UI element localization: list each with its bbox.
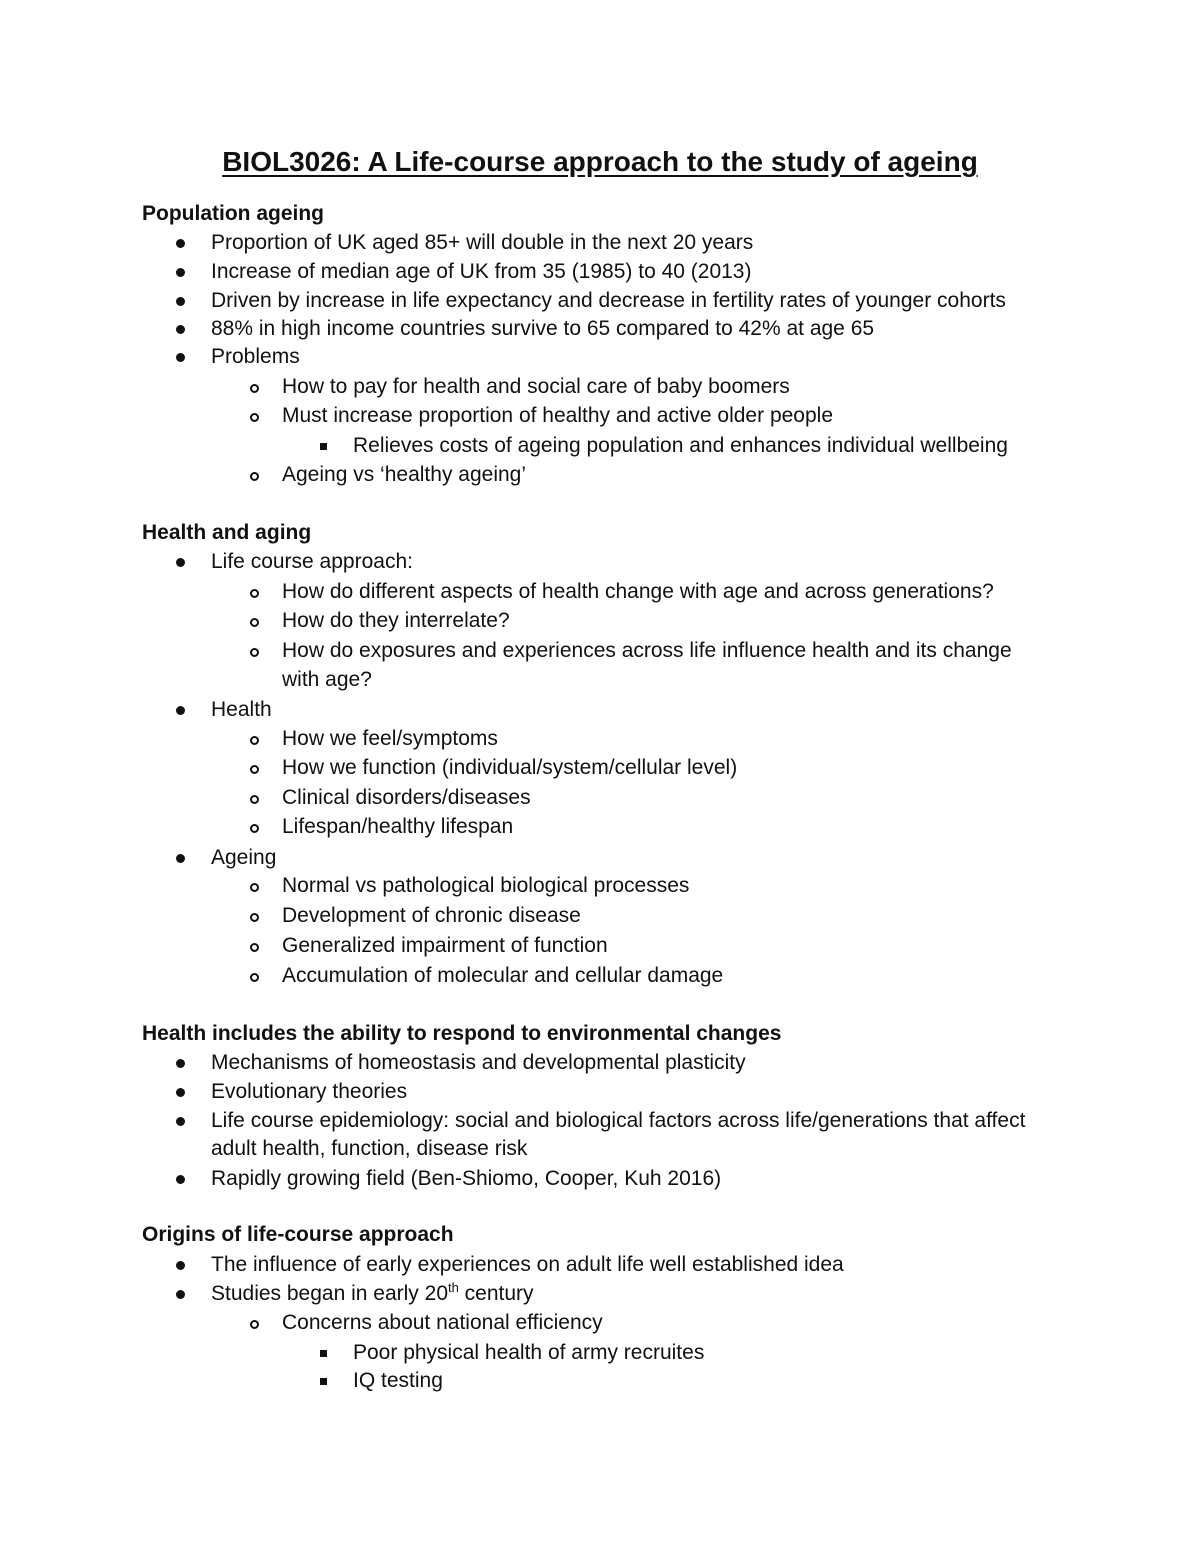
circle-bullet-icon bbox=[250, 883, 259, 892]
section-heading-origins: Origins of life-course approach bbox=[142, 1223, 454, 1246]
bullet-icon bbox=[176, 1088, 185, 1097]
circle-bullet-icon bbox=[250, 824, 259, 833]
circle-bullet-icon bbox=[250, 913, 259, 922]
circle-bullet-icon bbox=[250, 472, 259, 481]
circle-bullet-icon bbox=[250, 765, 259, 774]
circle-bullet-icon bbox=[250, 1320, 259, 1329]
bullet-icon bbox=[176, 1261, 185, 1270]
bullet-icon bbox=[176, 1290, 185, 1299]
document-page: BIOL3026: A Life-course approach to the study of ageing Population ageing Proportion of UK aged 85+ will double in the next 20 years Increase of median age of UK from 35 (1985) to 40 (2013) Driven by increase in life expectancy and decrease in fertility rates of younger cohorts 88% in high income countries survive to 65 compared to 42% at age 65 Problems How to pay for health and social care of baby boomers Must increase proportion of healthy and active older people Relieves costs of ageing population and enhances individual wellbeing Ageing vs ‘healthy ageing’ Health and aging Life course approach: How do different aspects of health change with age and across generations? How do they interrelate? How do exposures and experiences across life influence health and its change with age? Health How we feel/symptoms How we function (individual/system/cellular level) Clinical disorders/diseases Lifespan/healthy lifespan Ageing Normal vs pathological biological processes Development of chronic disease Generalized impairment of function Accumulation of molecular and cellular damage Health includes the ability to respond to environmental changes Mechanisms of homeostasis and developmental plasticity Evolutionary theories Life course epidemiology: social and biological factors across life/generations that affect adult health, function, disease risk Rapidly growing field (Ben-Shiomo, Cooper, Kuh 2016) Origins of life-course approach The influence of early experiences on adult life well established idea Studies began in early 20th century Concerns about national efficiency Poor physical health of army recruites IQ testing bbox=[0, 0, 1200, 1553]
bullet-icon bbox=[176, 353, 185, 362]
section-heading-health-environment: Health includes the ability to respond to environmental changes bbox=[142, 1022, 782, 1045]
square-bullet-icon bbox=[320, 1378, 327, 1385]
circle-bullet-icon bbox=[250, 736, 259, 745]
bullet-icon bbox=[176, 558, 185, 567]
circle-bullet-icon bbox=[250, 973, 259, 982]
circle-bullet-icon bbox=[250, 384, 259, 393]
ordinal-suffix: th bbox=[448, 1280, 459, 1295]
circle-bullet-icon bbox=[250, 589, 259, 598]
bullet-icon bbox=[176, 854, 185, 863]
section-heading-population-ageing: Population ageing bbox=[142, 202, 324, 225]
bullet-icon bbox=[176, 1059, 185, 1068]
circle-bullet-icon bbox=[250, 413, 259, 422]
square-bullet-icon bbox=[320, 1350, 327, 1357]
bullet-icon bbox=[176, 239, 185, 248]
square-bullet-icon bbox=[320, 443, 327, 450]
bullet-icon bbox=[176, 706, 185, 715]
bullet-icon bbox=[176, 325, 185, 334]
section-heading-health-and-aging: Health and aging bbox=[142, 521, 312, 544]
circle-bullet-icon bbox=[250, 648, 259, 657]
bullet-icon bbox=[176, 1117, 185, 1126]
item-prefix: Studies began in early 20 bbox=[211, 1282, 448, 1305]
circle-bullet-icon bbox=[250, 618, 259, 627]
document-title: BIOL3026: A Life-course approach to the study of ageing bbox=[222, 146, 978, 177]
bullet-icon bbox=[176, 297, 185, 306]
item-suffix: century bbox=[458, 1282, 534, 1305]
circle-bullet-icon bbox=[250, 795, 259, 804]
circle-bullet-icon bbox=[250, 943, 259, 952]
bullet-icon bbox=[176, 268, 185, 277]
bullet-icon bbox=[176, 1175, 185, 1184]
